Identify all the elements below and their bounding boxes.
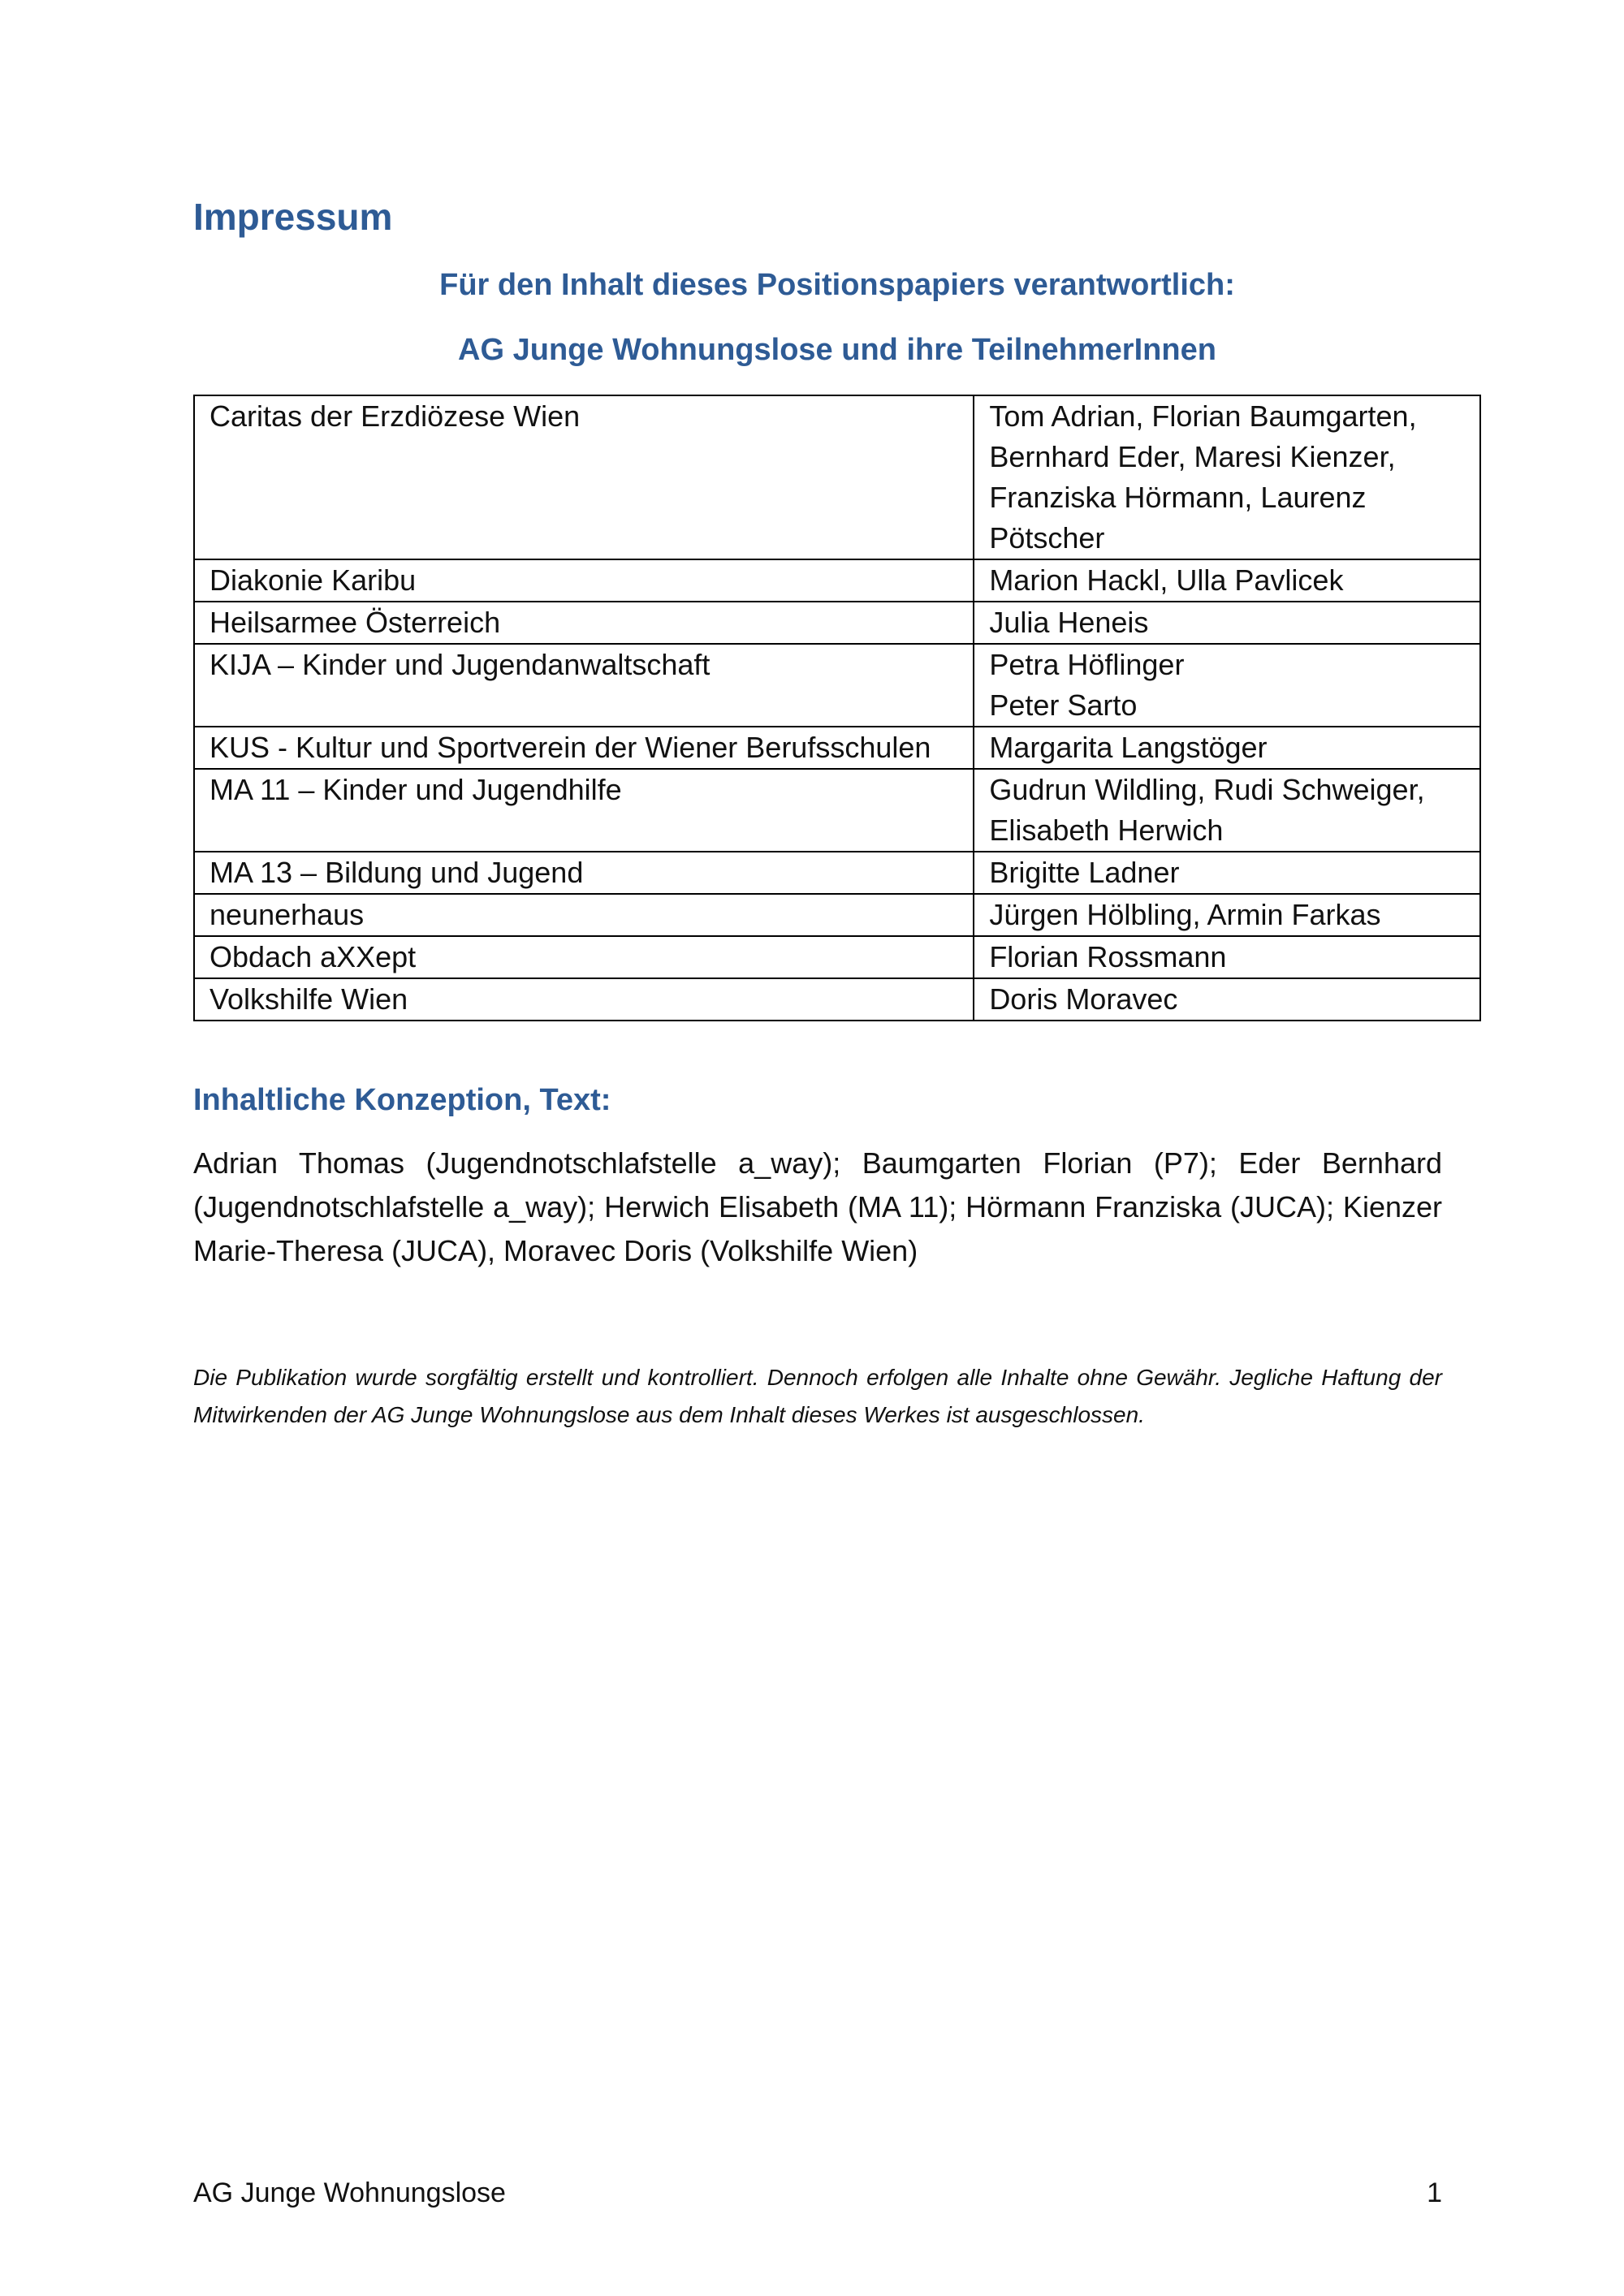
- organization-cell: Heilsarmee Österreich: [194, 602, 974, 644]
- people-cell: [974, 978, 1480, 1021]
- table-row: [194, 769, 1480, 852]
- page-title: Impressum: [193, 196, 393, 238]
- authors-paragraph: Adrian Thomas (Jugendnotschlafstelle a_way); Baumgarten Florian (P7); Eder Bernhard (Jugendnotschlafstelle a_way); Herwich Elisabeth (MA 11); Hörmann Franziska (JUCA); Kienzer Marie-Theresa (JUCA), Moravec Doris (Volkshilfe Wien): [193, 1146, 1442, 1267]
- people-cell: [974, 894, 1480, 936]
- people-cell: [974, 395, 1480, 559]
- table-row: [194, 644, 1480, 727]
- group-subtitle: AG Junge Wohnungslose und ihre TeilnehmerInnen: [458, 333, 1216, 367]
- people-cell: [974, 644, 1480, 727]
- organization-cell: neunerhaus: [194, 894, 974, 936]
- disclaimer-text: Die Publikation wurde sorgfältig erstellt und kontrolliert. Dennoch erfolgen alle Inhalte ohne Gewähr. Jegliche Haftung der Mitwirkenden der AG Junge Wohnungslose aus dem Inhalt dieses Werkes ist ausgeschlossen.: [193, 1365, 1442, 1427]
- people-cell: [974, 769, 1480, 852]
- person-line: Marion Hackl, Ulla Pavlicek: [989, 563, 1344, 597]
- people-cell: [974, 602, 1480, 644]
- person-line: Elisabeth Herwich: [989, 814, 1224, 847]
- organization-cell: MA 11 – Kinder und Jugendhilfe: [194, 769, 974, 852]
- organization-cell: KUS - Kultur und Sportverein der Wiener Berufsschulen: [194, 727, 974, 769]
- person-line: Franziska Hörmann, Laurenz: [989, 481, 1367, 514]
- person-line: Brigitte Ladner: [989, 856, 1180, 889]
- person-line: Peter Sarto: [989, 688, 1138, 722]
- person-line: Tom Adrian, Florian Baumgarten,: [989, 399, 1417, 433]
- organization-cell: MA 13 – Bildung und Jugend: [194, 852, 974, 894]
- person-line: Florian Rossmann: [989, 940, 1227, 973]
- table-row: [194, 559, 1480, 602]
- person-line: Bernhard Eder, Maresi Kienzer,: [989, 440, 1396, 473]
- person-line: Julia Heneis: [989, 606, 1149, 639]
- people-cell: [974, 559, 1480, 602]
- organization-cell: Volkshilfe Wien: [194, 978, 974, 1021]
- section-heading: Inhaltliche Konzeption, Text:: [193, 1083, 611, 1117]
- footer-title: AG Junge Wohnungslose: [193, 2177, 506, 2208]
- organization-cell: Caritas der Erzdiözese Wien: [194, 395, 974, 559]
- person-line: Doris Moravec: [989, 982, 1178, 1016]
- table-row: [194, 727, 1480, 769]
- people-cell: [974, 852, 1480, 894]
- table-row: [194, 852, 1480, 894]
- table-row: [194, 978, 1480, 1021]
- people-cell: [974, 936, 1480, 978]
- organization-cell: Obdach aXXept: [194, 936, 974, 978]
- responsibility-subtitle: Für den Inhalt dieses Positionspapiers verantwortlich:: [439, 268, 1235, 302]
- person-line: Gudrun Wildling, Rudi Schweiger,: [989, 773, 1425, 806]
- organization-cell: KIJA – Kinder und Jugendanwaltschaft: [194, 644, 974, 727]
- page-number: 1: [1427, 2177, 1442, 2208]
- table-row: [194, 602, 1480, 644]
- people-cell: [974, 727, 1480, 769]
- organization-cell: Diakonie Karibu: [194, 559, 974, 602]
- person-line: Pötscher: [989, 521, 1105, 555]
- table-row: [194, 395, 1480, 559]
- table-row: [194, 894, 1480, 936]
- person-line: Margarita Langstöger: [989, 731, 1268, 764]
- table-row: [194, 936, 1480, 978]
- participants-table: [193, 395, 1481, 1021]
- person-line: Petra Höflinger: [989, 648, 1185, 681]
- person-line: Jürgen Hölbling, Armin Farkas: [989, 898, 1381, 931]
